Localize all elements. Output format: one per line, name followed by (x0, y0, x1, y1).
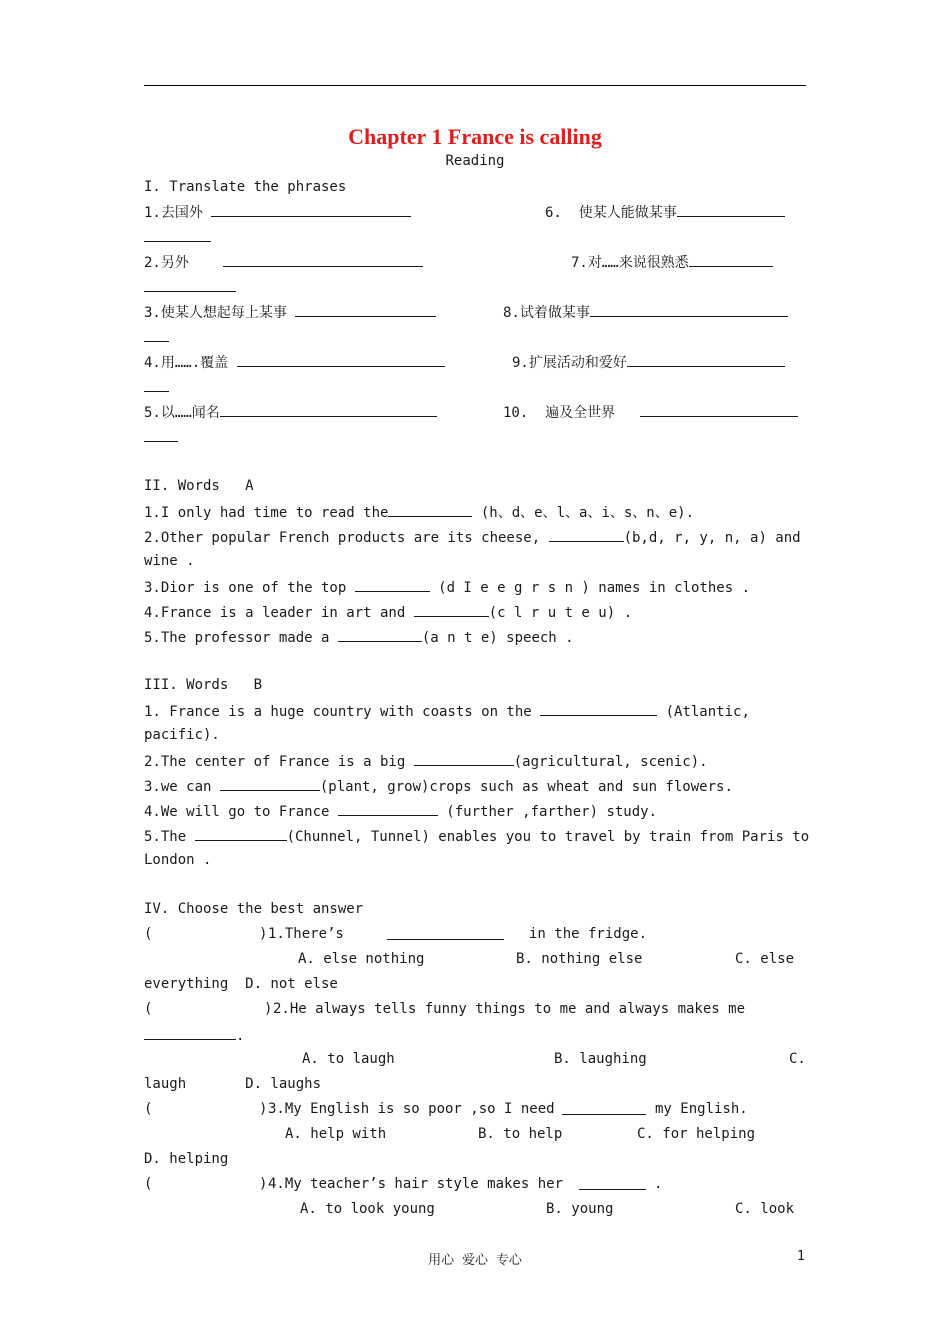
answer-blank[interactable] (388, 502, 472, 517)
mc-q3-option-a[interactable]: A. help with (285, 1126, 387, 1142)
phrase-2: 2.另外 (144, 252, 423, 272)
answer-blank[interactable] (223, 252, 423, 267)
answer-blank[interactable] (387, 925, 504, 940)
answer-blank[interactable] (144, 327, 169, 342)
answer-blank[interactable] (549, 527, 624, 542)
mc-q3-blank (562, 1100, 646, 1120)
phrase-4: 4.用…….覆盖 (144, 352, 445, 372)
answer-blank[interactable] (355, 577, 430, 592)
page-title: Chapter 1 France is calling (348, 124, 602, 149)
words-b-q5: 5.The (Chunnel, Tunnel) enables you to travel by train from Paris to (144, 826, 809, 846)
phrase-6: 6. 使某人能做某事 (545, 202, 785, 222)
phrase-5: 5.以……闻名 (144, 402, 437, 422)
mc-q1-cont: everything D. not else (144, 976, 338, 992)
words-b-q3: 3.we can (plant, grow)crops such as wheat and sun flowers. (144, 776, 733, 796)
mc-q3-paren-close: ) (259, 1101, 268, 1117)
phrase-10: 10. 遍及全世界 (503, 402, 798, 422)
phrase-1: 1.去国外 (144, 202, 411, 222)
answer-blank[interactable] (144, 277, 236, 292)
answer-blank[interactable] (540, 701, 657, 716)
mc-q3-paren-open: ( (144, 1101, 153, 1117)
answer-blank[interactable] (295, 302, 436, 317)
mc-q2-paren-close: ) (264, 1001, 273, 1017)
answer-blank[interactable] (195, 826, 287, 841)
mc-q2-stem: 2.He always tells funny things to me and always makes me (273, 1001, 746, 1017)
words-b-q5-cont: London . (144, 852, 212, 868)
mc-q1-option-b[interactable]: B. nothing else (516, 951, 643, 967)
answer-blank[interactable] (579, 1175, 646, 1190)
page-footer: 用心 爱心 专心 (428, 1253, 522, 1268)
mc-q2-option-c[interactable]: C. (789, 1051, 806, 1067)
mc-q1-option-a[interactable]: A. else nothing (298, 951, 425, 967)
words-a-q5: 5.The professor made a (a n t e) speech . (144, 627, 574, 647)
section-3-heading: III. Words B (144, 677, 263, 693)
answer-blank[interactable] (414, 602, 489, 617)
answer-blank[interactable] (144, 1025, 236, 1040)
answer-blank[interactable] (144, 227, 211, 242)
section-4-heading: IV. Choose the best answer (144, 901, 364, 917)
answer-blank[interactable] (211, 202, 411, 217)
phrase-3: 3.使某人想起每上某事 (144, 302, 436, 322)
answer-blank[interactable] (689, 252, 773, 267)
page-number: 1 (797, 1249, 805, 1264)
mc-q1-option-c[interactable]: C. else (735, 951, 795, 967)
answer-blank[interactable] (220, 776, 320, 791)
mc-q1-paren-close: ) (259, 926, 268, 942)
mc-q2-paren-open: ( (144, 1001, 153, 1017)
section-2-heading: II. Words A (144, 478, 254, 494)
answer-blank[interactable] (220, 402, 437, 417)
mc-q4-option-a[interactable]: A. to look young (300, 1201, 435, 1217)
mc-q2-blank: . (144, 1025, 244, 1045)
words-b-q1-cont: pacific). (144, 727, 220, 743)
header-rule (144, 85, 806, 86)
mc-q1-tail: in the fridge. (529, 926, 648, 942)
words-b-q1: 1. France is a huge country with coasts on the (Atlantic, (144, 701, 750, 721)
words-a-q2: 2.Other popular French products are its cheese, (b,d, r, y, n, a) and (144, 527, 806, 547)
answer-blank[interactable] (144, 377, 169, 392)
answer-blank[interactable] (338, 801, 438, 816)
answer-blank[interactable] (338, 627, 422, 642)
phrase-8-cont (144, 327, 169, 347)
answer-blank[interactable] (414, 751, 514, 766)
words-b-q4: 4.We will go to France (further ,farther) study. (144, 801, 657, 821)
phrase-9-cont (144, 377, 169, 397)
words-b-q2: 2.The center of France is a big (agricultural, scenic). (144, 751, 708, 771)
mc-q1-blank (387, 925, 504, 945)
page-subtitle: Reading (445, 153, 505, 169)
mc-q3-option-b[interactable]: B. to help (478, 1126, 563, 1142)
words-a-q3: 3.Dior is one of the top (d I e e g r s n ) names in clothes . (144, 577, 750, 597)
mc-q4-stem: 4.My teacher’s hair style makes her (268, 1176, 564, 1192)
mc-q3-option-c[interactable]: C. for helping (637, 1126, 756, 1142)
mc-q4-paren-close: ) (259, 1176, 268, 1192)
answer-blank[interactable] (590, 302, 788, 317)
words-a-q2-cont: wine . (144, 553, 195, 569)
phrase-9: 9.扩展活动和爱好 (512, 352, 785, 372)
mc-q3-tail: my English. (655, 1101, 748, 1117)
phrase-6-cont (144, 227, 211, 247)
mc-q2-cont: laugh D. laughs (144, 1076, 322, 1092)
mc-q4-option-c[interactable]: C. look (735, 1201, 795, 1217)
mc-q4-paren-open: ( (144, 1176, 153, 1192)
mc-q1-paren-open: ( (144, 926, 153, 942)
phrase-8: 8.试着做某事 (503, 302, 788, 322)
mc-q4-option-b[interactable]: B. young (546, 1201, 614, 1217)
phrase-10-cont (144, 427, 178, 447)
answer-blank[interactable] (562, 1100, 646, 1115)
answer-blank[interactable] (627, 352, 785, 367)
mc-q2-option-b[interactable]: B. laughing (554, 1051, 647, 1067)
mc-q4-blank (579, 1175, 646, 1195)
answer-blank[interactable] (144, 427, 178, 442)
answer-blank[interactable] (237, 352, 445, 367)
words-a-q1: 1.I only had time to read the (h、d、e、l、a、i、s、n、e). (144, 502, 694, 522)
section-1-heading: I. Translate the phrases (144, 179, 347, 195)
mc-q1-stem: 1.There’s (268, 926, 344, 942)
mc-q2-option-a[interactable]: A. to laugh (302, 1051, 395, 1067)
words-a-q4: 4.France is a leader in art and (c l r u t e u) . (144, 602, 632, 622)
mc-q3-stem: 3.My English is so poor ,so I need (268, 1101, 555, 1117)
mc-q4-tail: . (654, 1176, 663, 1192)
phrase-7-cont (144, 277, 236, 297)
answer-blank[interactable] (677, 202, 785, 217)
answer-blank[interactable] (640, 402, 798, 417)
mc-q3-cont: D. helping (144, 1151, 229, 1167)
phrase-7: 7.对……来说很熟悉 (571, 252, 773, 272)
